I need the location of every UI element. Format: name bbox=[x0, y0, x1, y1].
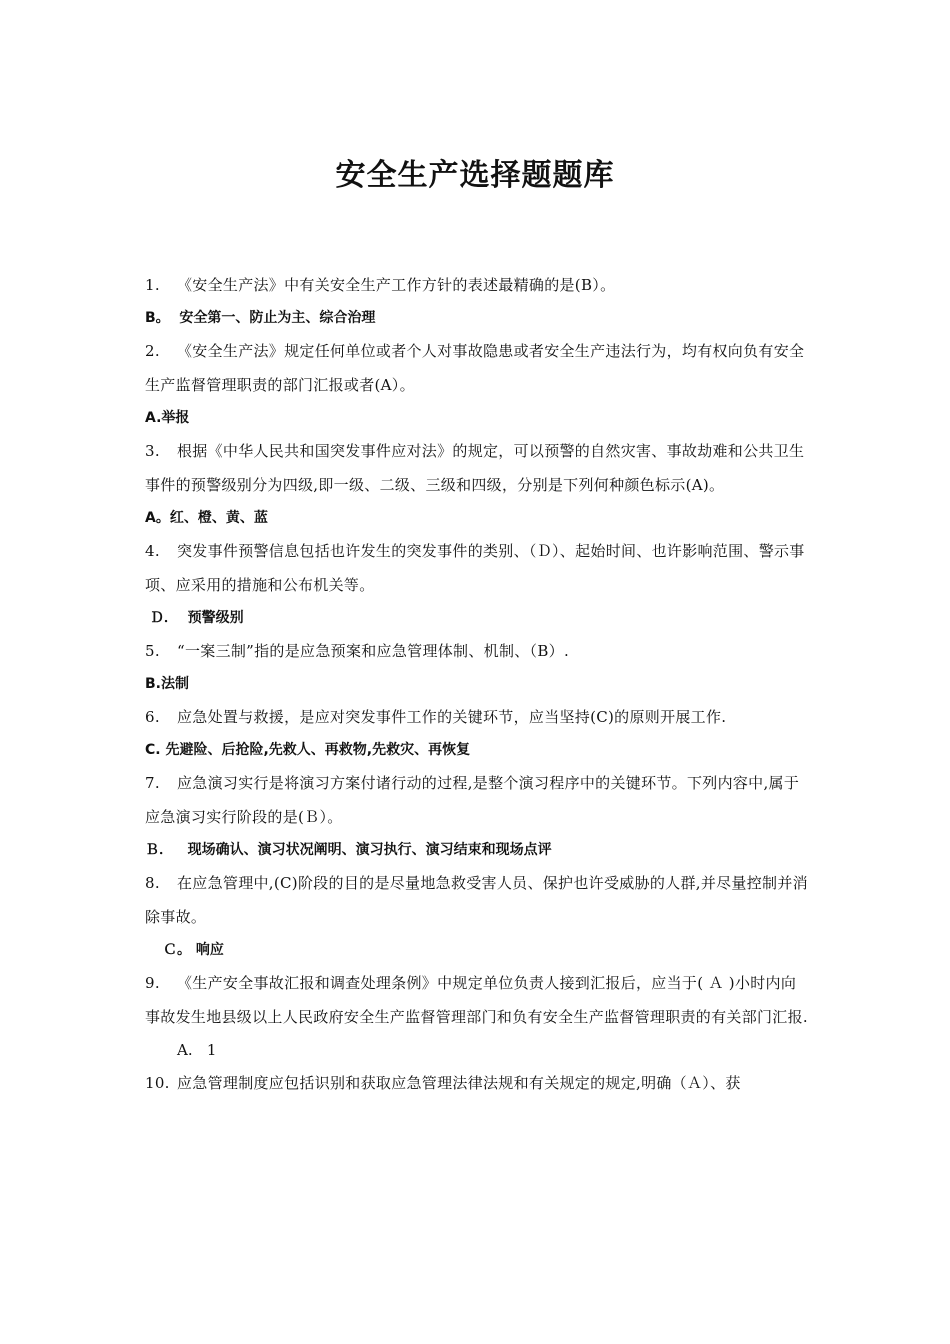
question-number: 3. bbox=[145, 442, 160, 460]
question-text: 根据《中华人民共和国突发事件应对法》的规定，可以预警的自然灾害、事故劫难和公共卫生事件的预警级别分为四级,即一级、二级、三级和四级，分别是下列何种颜色标示(A)。 bbox=[145, 442, 805, 494]
question-number: 10. bbox=[145, 1074, 170, 1092]
question-4 bbox=[145, 534, 810, 602]
answer-3: A。红、橙、黄、蓝 bbox=[145, 510, 268, 526]
answer-1: B。 安全第一、防止为主、综合治理 bbox=[145, 310, 376, 326]
question-text: 在应急管理中,(C)阶段的目的是尽量地急救受害人员、保护也许受威胁的人群,并尽量控制并消除事故。 bbox=[145, 874, 808, 926]
question-3 bbox=[145, 434, 810, 502]
question-6 bbox=[145, 700, 810, 734]
question-number: 2. bbox=[145, 342, 160, 360]
question-number: 4. bbox=[145, 542, 160, 560]
question-number: 6. bbox=[145, 708, 160, 726]
answer-6: C. 先避险、后抢险,先救人、再救物,先救灾、再恢复 bbox=[145, 742, 471, 758]
question-number: 9. bbox=[145, 974, 160, 992]
question-text: 突发事件预警信息包括也许发生的突发事件的类别、（Ｄ）、起始时间、也许影响范围、警示事项、应采用的措施和公布机关等。 bbox=[145, 542, 805, 594]
question-text: 应急演习实行是将演习方案付诸行动的过程,是整个演习程序中的关键环节。下列内容中,属于应急演习实行阶段的是(Ｂ）。 bbox=[145, 774, 800, 826]
answer-4: Ｄ． 预警级别 bbox=[145, 610, 244, 626]
answer-8: Ｃ。 响应 bbox=[163, 942, 224, 958]
question-number: 5. bbox=[145, 642, 160, 660]
question-text: 《生产安全事故汇报和调查处理条例》中规定单位负责人接到汇报后，应当于( Ａ )小时内向事故发生地县级以上人民政府安全生产监督管理部门和负有安全生产监督管理职责的有关部门汇报. bbox=[145, 974, 808, 1026]
answer-9: A. 1 bbox=[177, 1041, 217, 1059]
question-2 bbox=[145, 334, 810, 402]
question-text: 应急处置与救援，是应对突发事件工作的关键环节，应当坚持(C)的原则开展工作. bbox=[177, 708, 727, 726]
question-number: 1. bbox=[145, 276, 160, 294]
question-list bbox=[145, 268, 810, 1100]
question-text: 《安全生产法》中有关安全生产工作方针的表述最精确的是(B）。 bbox=[177, 276, 616, 294]
answer-2: A.举报 bbox=[145, 410, 190, 426]
question-5 bbox=[145, 634, 810, 668]
question-9 bbox=[145, 966, 810, 1034]
question-8 bbox=[145, 866, 810, 934]
question-text: “一案三制”指的是应急预案和应急管理体制、机制、（B）. bbox=[177, 642, 570, 660]
question-10 bbox=[145, 1066, 810, 1100]
page-title: 安全生产选择题题库 bbox=[335, 158, 615, 193]
question-7 bbox=[145, 766, 810, 834]
question-number: 8. bbox=[145, 874, 160, 892]
answer-5: B.法制 bbox=[145, 676, 189, 692]
question-text: 应急管理制度应包括识别和获取应急管理法律法规和有关规定的规定,明确（Ａ）、获 bbox=[177, 1074, 741, 1092]
question-number: 7. bbox=[145, 774, 160, 792]
answer-7: Ｂ． 现场确认、演习状况阐明、演习执行、演习结束和现场点评 bbox=[145, 842, 552, 858]
question-1 bbox=[145, 268, 810, 302]
question-text: 《安全生产法》规定任何单位或者个人对事故隐患或者安全生产违法行为，均有权向负有安全生产监督管理职责的部门汇报或者(A）。 bbox=[145, 342, 805, 394]
